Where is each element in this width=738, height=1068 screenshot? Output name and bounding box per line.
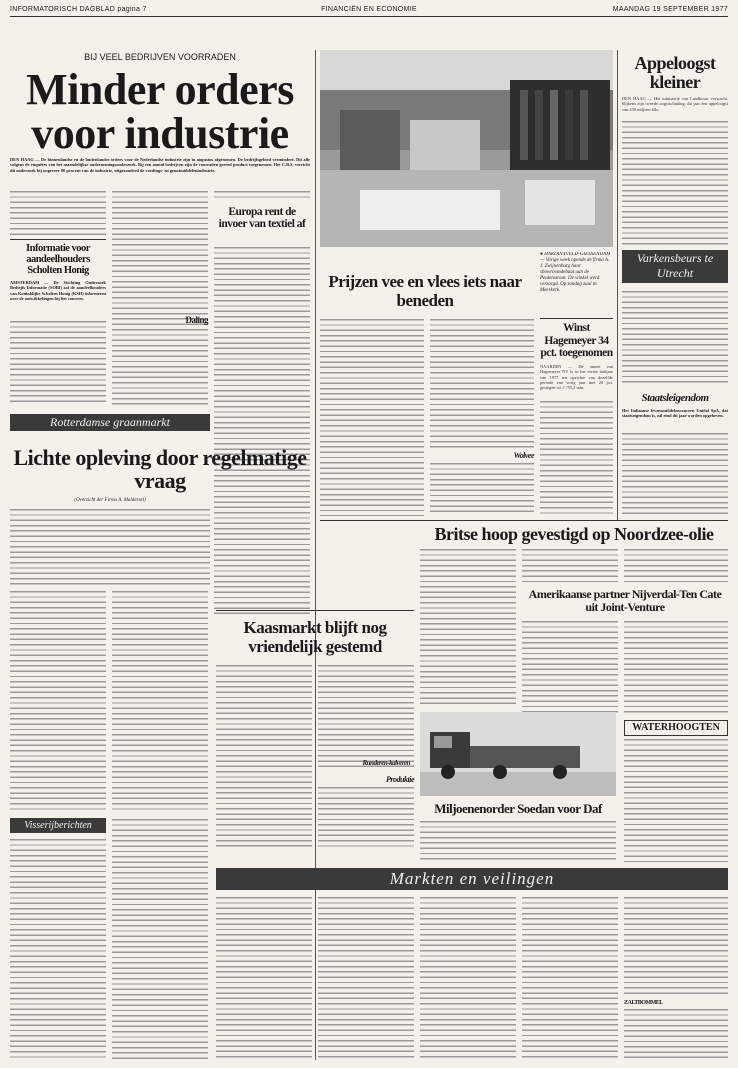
markten-col4 bbox=[522, 896, 618, 1060]
noordzee-rule bbox=[320, 520, 728, 521]
nijverdal-title: Amerikaanse partner Nijverdal-Ten Cate uit Joint-Venture bbox=[528, 587, 722, 614]
staat-text: Het Italiaanse levensmiddelenconcern Unidal SpA, dat staatseigendom is, zal eind dit jaar worden opgeheven. bbox=[622, 408, 728, 419]
vissers-band: Visserijberichten bbox=[10, 818, 106, 833]
varkens-band: Varkensbeurs te Utrecht bbox=[622, 250, 728, 283]
noordzee-title: Britse hoop gevestigd op Noordzee-olie bbox=[434, 524, 714, 544]
info-box-title: Informatie voor aandeelhouders Scholten Honig bbox=[26, 243, 90, 276]
info-box-text: AMSTERDAM — De Stichting Onderzoek Bedrijfs Informatie (SOBI) zal de aandeelhouders van Koninklijke Scholten Honig (KSH) informeren over de ontwikkelingen bij het concern. bbox=[10, 280, 106, 301]
grain-byline: (Overzicht der Firma A. Maldersel) bbox=[74, 498, 146, 503]
lead-kicker: BIJ VEEL BEDRIJVEN VOORRADEN bbox=[84, 52, 236, 62]
runderen-subhead: Runderen-kalveren bbox=[362, 759, 410, 767]
markten-col1 bbox=[216, 896, 312, 1060]
markten-col5b bbox=[624, 1008, 728, 1060]
markten-col5 bbox=[624, 896, 728, 996]
noordzee-col2 bbox=[522, 548, 618, 584]
grain-band: Rotterdamse graanmarkt bbox=[10, 414, 210, 431]
noordzee-col1 bbox=[420, 548, 516, 708]
photo-caption: ● HARDINXVELD-GIESSENDAM — Vorige week opende de firma A. J. Zwijnenburg haar showroomdebuut aan de Peulenstraat. De winkel werd verzorgd. Op zondag zaal in Meerkerk. bbox=[540, 252, 611, 293]
nijverdal-col2 bbox=[624, 620, 728, 716]
zaltbommel-subhead: ZALTBOMMEL bbox=[624, 1000, 663, 1006]
column-rule-2 bbox=[617, 50, 618, 520]
markten-col3 bbox=[420, 896, 516, 1060]
varkens-body bbox=[622, 290, 728, 386]
kaas-title: Kaasmarkt blijft nog vriendelijk gestemd bbox=[243, 618, 387, 656]
kaas-rule-top bbox=[216, 610, 414, 611]
daling-subhead: Daling bbox=[185, 315, 208, 325]
nijverdal-col1 bbox=[522, 620, 618, 716]
kaas-col1 bbox=[216, 664, 312, 850]
showroom-illustration bbox=[320, 50, 613, 247]
hagemeyer-title: Winst Hagemeyer 34 pct. toegenomen bbox=[540, 322, 613, 359]
appel-body bbox=[622, 120, 728, 246]
lead-intro: DEN HAAG — De binnenlandse en de buitenlandse orders voor de Nederlandse industrie zijn in augustus afgenomen. De bedrijfsgebied vermindert. Dit alle volgens de enquêtes van het maandelijkse ondernemingsonderzoek. Bij een aantal bedrijven zijn de voorraden gereed product toegenomen. Het C.B.S. verricht dit onderzoek bij ongeveer 80 procent van de industrie, uitgezonderd de voedings- en genotmiddelenindustrie. bbox=[10, 157, 310, 173]
appel-text: DEN HAAG — Het ministerie van Landbouw verwacht, blijkens zijn tweede oogstschatting, dit jaar een appeloogst van 430 miljoen kilo. bbox=[622, 96, 728, 112]
daf-title: Miljoenenorder Soedan voor Daf bbox=[434, 801, 602, 816]
noordzee-col3 bbox=[624, 548, 728, 584]
daf-truck-photo bbox=[420, 712, 616, 796]
europa-body bbox=[214, 246, 310, 614]
produktie-subhead: Produktie bbox=[386, 775, 414, 784]
markets-left-col bbox=[112, 818, 208, 1060]
truck-illustration bbox=[420, 712, 616, 796]
wolvee-subhead: Wolvee bbox=[513, 451, 534, 460]
showroom-photo bbox=[320, 50, 613, 247]
markten-band: Markten en veilingen bbox=[216, 868, 728, 890]
lead-title-1: Minder orders bbox=[26, 65, 294, 114]
header-section: FINANCIËN EN ECONOMIE bbox=[321, 6, 417, 13]
appel-title: Appeloogst kleiner bbox=[634, 53, 716, 92]
prices-title: Prijzen vee en vlees iets naar beneden bbox=[328, 272, 522, 310]
header-date: MAANDAG 19 SEPTEMBER 1977 bbox=[612, 6, 728, 13]
header-paper-page: INFORMATORISCH DAGBLAD pagina 7 bbox=[10, 6, 147, 13]
kaas-col2b bbox=[318, 786, 414, 850]
prices-col2 bbox=[430, 318, 534, 448]
hagemeyer-text: NAARDEN — De omzet van Hagemeyer NV is in het eerste halfjaar van 1977 ten opzichte van dezelfde periode van vorig jaar met 28 pct. gestegen tot ƒ 755,2 mln. bbox=[540, 364, 613, 391]
grain-lead-text bbox=[10, 508, 210, 588]
grain-title: Lichte opleving door regelmatige vraag bbox=[13, 445, 307, 493]
water-body bbox=[624, 738, 728, 862]
water-title: WATERHOOGTEN bbox=[624, 720, 728, 736]
lead-title-2: voor industrie bbox=[31, 109, 289, 158]
info-box-body bbox=[10, 320, 106, 406]
grain-col2 bbox=[112, 590, 208, 810]
page-header bbox=[10, 4, 728, 17]
vissers-body bbox=[10, 838, 106, 1060]
staat-body bbox=[622, 432, 728, 516]
grain-col1 bbox=[10, 590, 106, 810]
lead-body-col3 bbox=[214, 190, 310, 200]
daf-body bbox=[420, 820, 616, 862]
hagemeyer-body bbox=[540, 400, 613, 516]
lead-body-col1 bbox=[10, 190, 106, 236]
staat-title: Staatsleigendom bbox=[641, 392, 709, 404]
prices-col2b bbox=[430, 462, 534, 516]
europa-title: Europa rent de invoer van textiel af bbox=[218, 206, 306, 230]
hagemeyer-rule bbox=[540, 318, 613, 319]
info-box-rule bbox=[10, 239, 106, 240]
column-rule-1 bbox=[315, 50, 316, 1060]
prices-col1 bbox=[320, 318, 424, 516]
markten-col2 bbox=[318, 896, 414, 1060]
lead-body-col2b bbox=[112, 328, 208, 408]
kaas-col2 bbox=[318, 664, 414, 770]
